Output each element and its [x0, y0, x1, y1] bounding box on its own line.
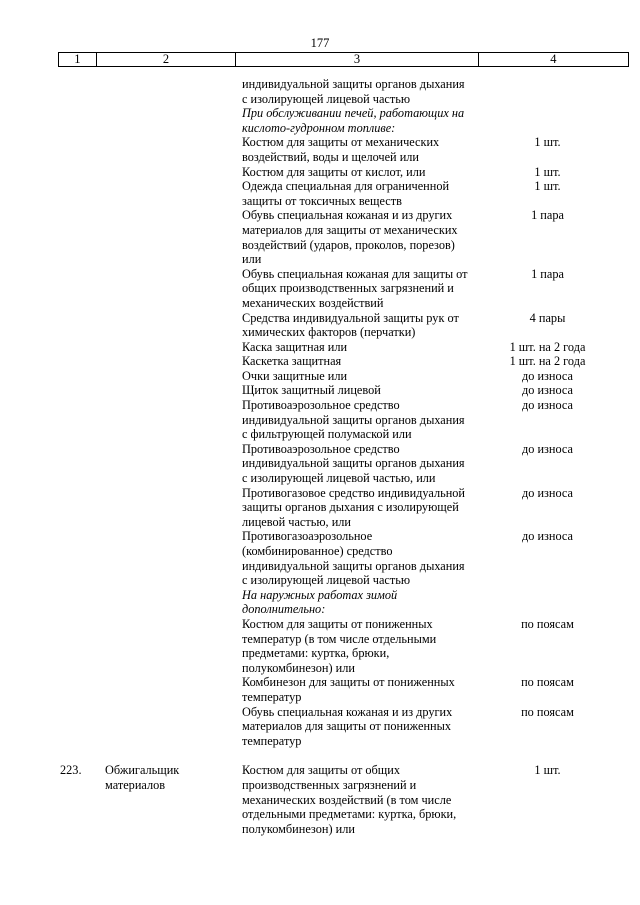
quantity-text: [485, 252, 610, 267]
quantity-text: [485, 734, 610, 749]
equipment-text: температур (в том числе отдельными: [242, 631, 437, 646]
equipment-text: Очки защитные или: [242, 368, 348, 383]
quantity-text: [485, 559, 610, 574]
table-row: [0, 573, 640, 588]
header-col-3: 3: [236, 53, 479, 67]
quantity-text: 1 пара: [531, 208, 564, 223]
quantity-text: до износа: [521, 529, 574, 544]
quantity-text: [485, 456, 610, 471]
quantity-text: [485, 150, 610, 165]
quantity-text: 1 шт. на 2 года: [509, 354, 586, 369]
equipment-text: температур: [242, 689, 302, 704]
quantity-text: 1 шт.: [534, 135, 561, 150]
equipment-text: полукомбинезон) или: [242, 660, 355, 675]
quantity-text: 4 пары: [529, 310, 566, 325]
table-row: [0, 559, 640, 574]
table-row: [0, 588, 640, 603]
quantity-text: [485, 471, 610, 486]
quantity-text: 1 шт.: [534, 179, 561, 194]
equipment-text: с изолирующей лицевой частью, или: [242, 471, 436, 486]
table-row: [0, 150, 640, 165]
quantity-text: 1 шт.: [534, 164, 561, 179]
table-row: [0, 413, 640, 428]
quantity-text: [485, 92, 610, 107]
section-note: кислото-гудронном топливе:: [242, 120, 396, 135]
equipment-text: Обувь специальная кожаная для защиты от: [242, 266, 468, 281]
table-row: [0, 208, 640, 223]
quantity-text: [485, 588, 610, 603]
table-row: [0, 822, 640, 837]
table-header: [58, 52, 629, 67]
page-number: 177: [310, 36, 330, 50]
equipment-text: с изолирующей лицевой частью: [242, 573, 411, 588]
quantity-text: 1 шт.: [534, 763, 561, 778]
equipment-text: воздействий (ударов, проколов, порезов): [242, 237, 455, 252]
table-body: [0, 77, 640, 836]
equipment-text: Костюм для защиты от пониженных: [242, 616, 433, 631]
equipment-text: индивидуальной защиты органов дыхания: [242, 412, 465, 427]
table-row: [0, 807, 640, 822]
quantity-text: [485, 238, 610, 253]
section-note: При обслуживании печей, работающих на: [242, 106, 465, 121]
equipment-text: Каскетка защитная: [242, 354, 342, 369]
table-row: [0, 252, 640, 267]
quantity-text: [485, 632, 610, 647]
quantity-text: до износа: [521, 485, 574, 500]
entry-number: 223.: [60, 763, 82, 778]
table-row: [0, 632, 640, 647]
quantity-text: [485, 661, 610, 676]
equipment-text: общих производственных загрязнений и: [242, 281, 454, 296]
quantity-text: [485, 573, 610, 588]
table-row: [0, 719, 640, 734]
profession-name: материалов: [105, 777, 166, 792]
quantity-text: по поясам: [521, 704, 574, 719]
header-col-2: 2: [96, 53, 235, 67]
equipment-text: Средства индивидуальной защиты рук от: [242, 310, 459, 325]
table-row: [0, 793, 640, 808]
entry-223: [0, 763, 640, 836]
equipment-text: материалов для защиты от пониженных: [242, 719, 452, 734]
table-row: [0, 602, 640, 617]
equipment-text: отдельными предметами: куртка, брюки,: [242, 807, 457, 822]
row-gap: [0, 748, 640, 763]
equipment-text: производственных загрязнений и: [242, 777, 417, 792]
equipment-text: Противогазоаэрозольное: [242, 529, 373, 544]
quantity-text: [485, 822, 610, 837]
quantity-text: [485, 602, 610, 617]
quantity-text: [485, 719, 610, 734]
equipment-text: предметами: куртка, брюки,: [242, 646, 390, 661]
table-row: [0, 544, 640, 559]
equipment-text: Противоаэрозольное средство: [242, 441, 400, 456]
equipment-text: материалов для защиты от механических: [242, 222, 458, 237]
quantity-text: до износа: [521, 383, 574, 398]
quantity-text: [485, 325, 610, 340]
table-row: [0, 500, 640, 515]
quantity-text: [485, 413, 610, 428]
quantity-text: [485, 194, 610, 209]
quantity-text: [485, 77, 610, 92]
quantity-text: [485, 427, 610, 442]
quantity-text: [485, 121, 610, 136]
equipment-text: Костюм для защиты от кислот, или: [242, 164, 426, 179]
quantity-text: [485, 793, 610, 808]
equipment-text: (комбинированное) средство: [242, 544, 393, 558]
equipment-text: Каска защитная или: [242, 339, 348, 354]
equipment-text: воздействий, воды и щелочей или: [242, 149, 420, 164]
quantity-text: [485, 544, 610, 559]
quantity-text: [485, 646, 610, 661]
table-row: [0, 398, 640, 413]
equipment-text: Обувь специальная кожаная и из других: [242, 208, 453, 223]
equipment-text: Обувь специальная кожаная и из других: [242, 704, 453, 719]
equipment-text: с изолирующей лицевой частью: [242, 91, 411, 106]
quantity-text: [485, 690, 610, 705]
equipment-text: Костюм для защиты от общих: [242, 763, 400, 778]
table-row: [0, 646, 640, 661]
quantity-text: [485, 807, 610, 822]
quantity-text: [485, 515, 610, 530]
profession-name: Обжигальщик: [105, 763, 180, 778]
quantity-text: [485, 223, 610, 238]
table-row: [0, 383, 640, 398]
quantity-text: [485, 106, 610, 121]
equipment-text: лицевой частью, или: [242, 514, 351, 529]
table-row: [0, 296, 640, 311]
table-row: [0, 529, 640, 544]
equipment-text: Щиток защитный лицевой: [242, 383, 381, 398]
quantity-text: [485, 500, 610, 515]
table-row: [0, 92, 640, 107]
equipment-text: механических воздействий: [242, 295, 384, 310]
table-row: [0, 705, 640, 720]
table-row: [0, 369, 640, 384]
equipment-text: химических факторов (перчатки): [242, 325, 416, 340]
quantity-text: по поясам: [521, 616, 574, 631]
quantity-text: [485, 281, 610, 296]
table-row: [0, 267, 640, 282]
table-row: [0, 121, 640, 136]
equipment-text: защиты органов дыхания с изолирующей: [242, 500, 459, 515]
equipment-text: температур: [242, 733, 302, 748]
table-row: [0, 734, 640, 749]
equipment-text: индивидуальной защиты органов дыхания: [242, 558, 465, 573]
table-row: [0, 471, 640, 486]
table-row: [0, 194, 640, 209]
table-row: [0, 281, 640, 296]
table-row: [0, 325, 640, 340]
equipment-text: индивидуальной защиты органов дыхания: [242, 456, 465, 471]
equipment-text: Одежда специальная для ограниченной: [242, 179, 450, 194]
table-row: [0, 77, 640, 92]
table-row: [0, 661, 640, 676]
equipment-text: защиты от токсичных веществ: [242, 193, 402, 208]
equipment-text: полукомбинезон) или: [242, 821, 355, 836]
quantity-text: 1 шт. на 2 года: [509, 339, 586, 354]
quantity-text: до износа: [521, 441, 574, 456]
table-row: [0, 135, 640, 150]
quantity-text: [485, 296, 610, 311]
table-row: [0, 442, 640, 457]
quantity-text: по поясам: [521, 675, 574, 690]
equipment-text: Комбинезон для защиты от пониженных: [242, 675, 455, 690]
equipment-text: механических воздействий (в том числе: [242, 792, 452, 807]
table-row: [0, 515, 640, 530]
quantity-text: до износа: [521, 398, 574, 413]
table-row: [0, 179, 640, 194]
table-row: [0, 238, 640, 253]
table-row: [0, 675, 640, 690]
table-row: [0, 340, 640, 355]
continued-entry: [0, 77, 640, 748]
equipment-text: Противогазовое средство индивидуальной: [242, 485, 466, 500]
equipment-text: Костюм для защиты от механических: [242, 135, 440, 150]
quantity-text: 1 пара: [531, 266, 564, 281]
table-row: [0, 354, 640, 369]
equipment-text: индивидуальной защиты органов дыхания: [242, 77, 465, 91]
table-row: [0, 311, 640, 326]
table-row: [0, 456, 640, 471]
section-note: На наружных работах зимой: [242, 587, 398, 602]
table-row: [0, 763, 640, 778]
equipment-text: или: [242, 252, 262, 267]
table-row: [0, 778, 640, 793]
quantity-text: [485, 778, 610, 793]
header-col-4: 4: [478, 53, 628, 67]
quantity-text: до износа: [521, 368, 574, 383]
table-row: [0, 165, 640, 180]
header-col-1: 1: [59, 53, 97, 67]
table-row: [0, 106, 640, 121]
equipment-text: с фильтрующей полумаской или: [242, 427, 412, 442]
table-row: [0, 223, 640, 238]
table-row: [0, 486, 640, 501]
section-note: дополнительно:: [242, 602, 326, 617]
table-row: [0, 690, 640, 705]
table-row: [0, 427, 640, 442]
equipment-text: Противоаэрозольное средство: [242, 398, 400, 413]
table-row: [0, 617, 640, 632]
